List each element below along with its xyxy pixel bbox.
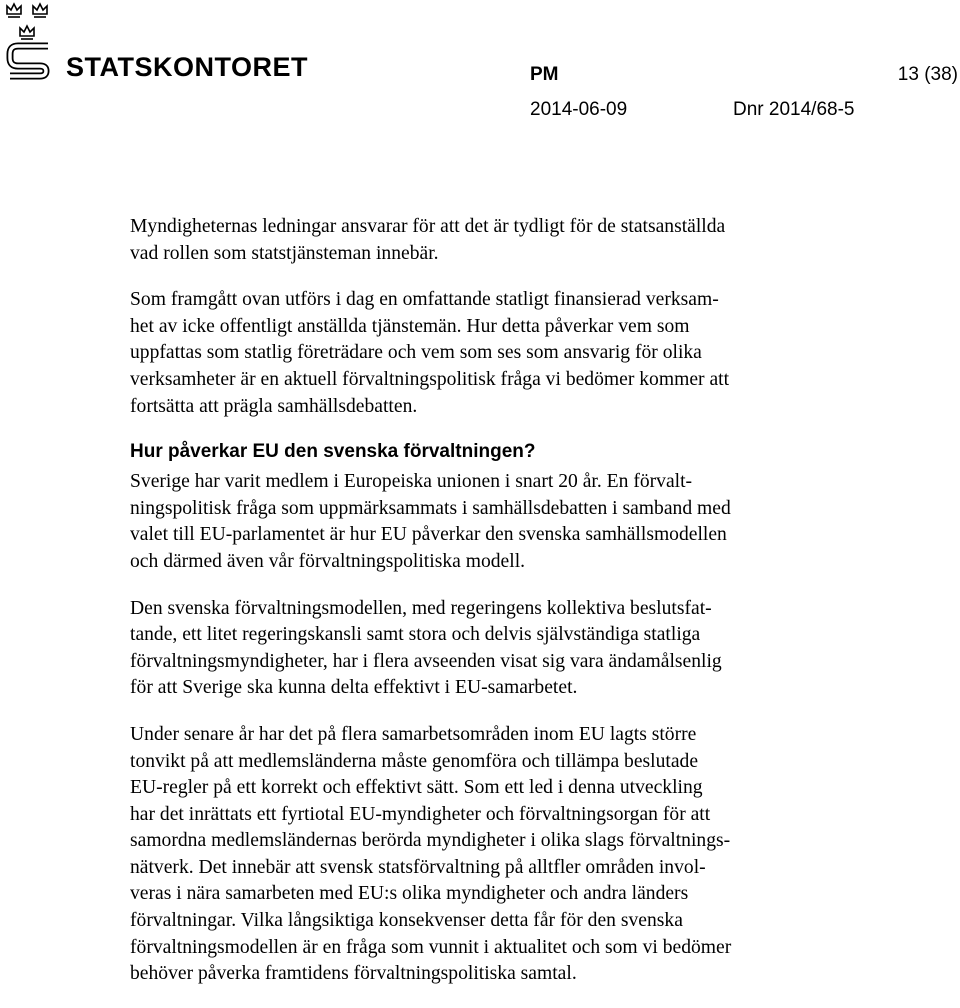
statskontoret-emblem-icon xyxy=(4,0,56,84)
paragraph: Den svenska förvaltningsmodellen, med regeringens kollektiva beslutsfat- tande, ett litet regeringskansli samt stora och delvis självständiga statliga förvaltningsmyndigheter, har i flera avseenden visat sig vara ändamålsenlig för att Sverige ska kunna delta effektivt i EU-samarbetet. xyxy=(130,597,722,699)
section-heading: Hur påverkar EU den svenska förvaltningen? xyxy=(130,441,536,463)
statskontoret-logo xyxy=(0,0,310,90)
org-name: STATSKONTORET xyxy=(66,52,308,82)
page-number: 13 (38) xyxy=(897,64,958,85)
document-reference: Dnr 2014/68-5 xyxy=(733,99,855,120)
paragraph: Sverige har varit medlem i Europeiska unionen i snart 20 år. En förvalt- ningspolitisk fråga som uppmärksammats i samhällsdebatten i samband med valet till EU-parlamentet är hur EU påverkar den svenska samhällsmodellen och därmed även vår förvaltningspolitiska modell. xyxy=(130,471,731,572)
document-type: PM xyxy=(530,64,559,85)
document-body xyxy=(130,214,852,1008)
document-date: 2014-06-09 xyxy=(530,99,628,120)
paragraph: Som framgått ovan utförs i dag en omfattande statligt finansierad verksam- het av icke offentligt anställda tjänstemän. Hur detta påverkar vem som uppfattas som statlig företrädare och vem som ses som ansvarig för olika verksamheter är en aktuell förvaltningspolitisk fråga vi bedömer kommer att fortsätta att prägla samhällsdebatten. xyxy=(130,289,730,417)
paragraph: Myndigheternas ledningar ansvarar för att det är tydligt för de statsanställda vad rollen som statstjänsteman innebär. xyxy=(130,216,726,264)
paragraph: Under senare år har det på flera samarbetsområden inom EU lagts större tonvikt på att medlemsländerna måste genomföra och tillämpa beslutade EU-regler på ett korrekt och effektivt sätt. Som ett led i denna utveckling har det inrättats ett fyrtiotal EU-myndigheter och förvaltningsorgan för att samordna medlemsländernas berörda myndigheter i olika slags förvaltnings- nätverk. Det innebär att svensk statsförvaltning på alltfler områden invol- veras i nära samarbeten med EU:s olika myndigheter och andra länders förvaltningar. Vilka långsiktiga konsekvenser detta får för den svenska förvaltningsmodellen är en fråga som vunnit i aktualitet och som vi bedömer behöver påverka framtidens förvaltningspolitiska samtal. xyxy=(130,723,732,985)
